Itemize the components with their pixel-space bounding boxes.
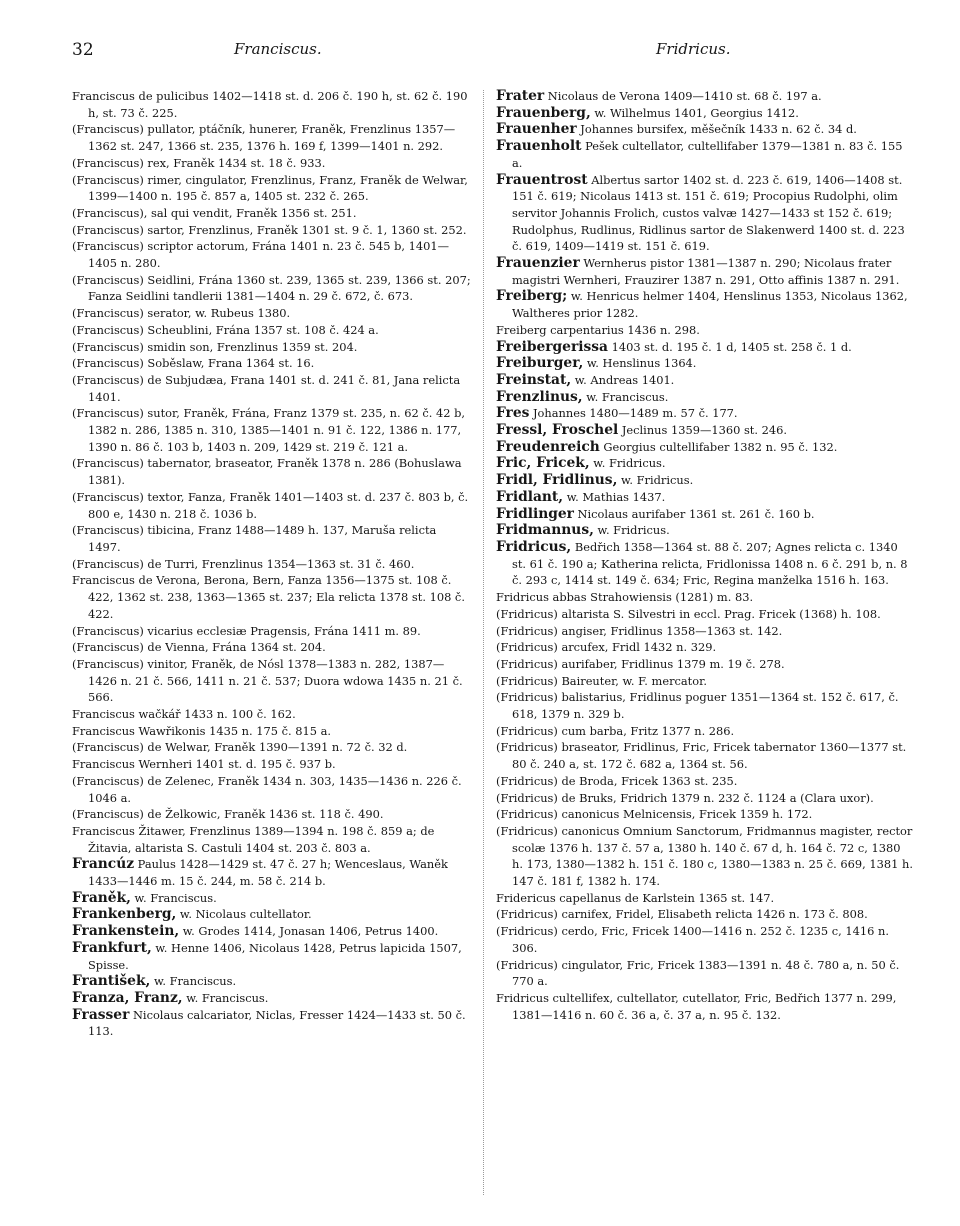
entry-text: (Franciscus) de Želkowic, Franěk 1436 st. 118 č. 490. xyxy=(72,807,384,822)
entry-text: Freiberg carpentarius 1436 n. 298. xyxy=(496,322,700,337)
dictionary-entry xyxy=(496,455,914,472)
dictionary-entry xyxy=(496,906,914,923)
entry-text: Franciscus de pulicibus 1402—1418 st. d. 206 č. 190 h, st. 62 č. 190 h, st. 73 č. 225. xyxy=(72,89,468,120)
dictionary-entry xyxy=(496,689,914,722)
entry-text: (Franciscus) tabernator, braseator, Franěk 1378 n. 286 (Bohuslawa 1381). xyxy=(72,456,462,488)
entry-text: w. Fridricus. xyxy=(589,456,666,471)
dictionary-entry xyxy=(496,656,914,673)
dictionary-entry xyxy=(72,222,472,239)
dictionary-entry xyxy=(72,339,472,356)
entry-text: w. Franciscus. xyxy=(582,389,669,404)
entry-text: (Fridricus) arcufex, Fridl 1432 n. 329. xyxy=(496,640,717,655)
dictionary-entry xyxy=(72,205,472,222)
dictionary-entry xyxy=(72,723,472,740)
entry-headword: Frauenberg, xyxy=(496,104,591,121)
entry-text: Fridricus abbas Strahowiensis (1281) m. 83. xyxy=(496,590,754,605)
dictionary-entry xyxy=(496,439,914,456)
dictionary-entry xyxy=(496,990,914,1023)
entry-text: (Fridricus) altarista S. Silvestri in eccl. Prag. Fricek (1368) h. 108. xyxy=(496,606,881,621)
dictionary-entry xyxy=(496,322,914,339)
entry-text: (Fridricus) braseator, Fridlinus, Fric, Fricek tabernator 1360—1377 st. 80 č. 240 a, st. 172 č. 682 a, 1364 st. 56. xyxy=(496,740,907,772)
entry-text: 1403 st. d. 195 č. 1 d, 1405 st. 258 č. 1 d. xyxy=(607,339,852,354)
entry-text: w. Henslinus 1364. xyxy=(583,356,697,371)
entry-text: (Fridricus) canonicus Melnicensis, Fricek 1359 h. 172. xyxy=(496,807,813,822)
entry-headword: Frankfurt, xyxy=(72,939,152,956)
entry-text: Franciscus Žitawer, Frenzlinus 1389—1394 n. 198 č. 859 a; de Žitavia, altarista S. Castuli 1404 st. 203 č. 803 a. xyxy=(72,823,435,855)
entry-text: w. Franciscus. xyxy=(182,990,269,1005)
entry-text: (Fridricus) cum barba, Fritz 1377 n. 286. xyxy=(496,723,735,738)
dictionary-entry xyxy=(72,923,472,940)
dictionary-entry xyxy=(496,88,914,105)
dictionary-entry xyxy=(72,656,472,706)
entry-text: (Fridricus) angiser, Fridlinus 1358—1363 st. 142. xyxy=(496,623,783,638)
left-column xyxy=(72,88,472,1040)
entry-text: w. Grodes 1414, Jonasan 1406, Petrus 1400. xyxy=(179,924,439,939)
entry-headword: Frauenher xyxy=(496,121,577,138)
dictionary-entry xyxy=(496,673,914,690)
dictionary-entry xyxy=(72,556,472,573)
entry-headword: Franza, Franz, xyxy=(72,989,183,1006)
dictionary-entry xyxy=(496,790,914,807)
entry-text: Franciscus Wernheri 1401 st. d. 195 č. 937 b. xyxy=(72,757,336,772)
entry-text: (Franciscus) de Welwar, Franěk 1390—1391 n. 72 č. 32 d. xyxy=(72,740,408,755)
dictionary-entry xyxy=(72,572,472,622)
entry-text: w. Fridricus. xyxy=(593,523,670,538)
entry-text: (Fridricus) carnifex, Fridel, Elisabeth relicta 1426 n. 173 č. 808. xyxy=(496,907,868,922)
entry-text: w. Wilhelmus 1401, Georgius 1412. xyxy=(590,105,799,120)
entry-headword: Frauenzier xyxy=(496,255,580,272)
entry-text: (Franciscus), sal qui vendit, Franěk 1356 st. 251. xyxy=(72,205,357,220)
dictionary-entry xyxy=(72,739,472,756)
entry-text: (Fridricus) de Bruks, Fridrich 1379 n. 232 č. 1124 a (Clara uxor). xyxy=(496,790,874,805)
dictionary-entry xyxy=(496,639,914,656)
dictionary-entry xyxy=(496,506,914,523)
dictionary-entry xyxy=(72,806,472,823)
dictionary-entry xyxy=(72,1007,472,1040)
entry-headword: Frankenberg, xyxy=(72,906,177,923)
entry-text: Wernherus pistor 1381—1387 n. 290; Nicolaus frater magistri Wernheri, Frauzirer 1387 n. 291, Otto affinis 1387 n. 291. xyxy=(512,256,900,287)
dictionary-entry xyxy=(496,739,914,772)
entry-text: w. Fridricus. xyxy=(617,473,694,488)
entry-text: Paulus 1428—1429 st. 47 č. 27 h; Wenceslaus, Waněk 1433—1446 m. 15 č. 244, m. 58 č. 214 b. xyxy=(88,857,448,889)
entry-text: w. Andreas 1401. xyxy=(571,372,675,387)
entry-text: Albertus sartor 1402 st. d. 223 č. 619, 1406—1408 st. 151 č. 619; Nicolaus 1413 st. 151 č. 619; Procopius Rudolphi, olim servitor Johannis Frolich, custos valvæ 1427—1433 st 152 č. 619; Rudolphus, Rudlinus, Ridlinus sartor de Slakenwerd 1400 st. d. 223 č. 619, 1409—1419 st. 151 č. 619. xyxy=(512,172,905,254)
dictionary-entry xyxy=(496,422,914,439)
dictionary-entry xyxy=(72,405,472,455)
entry-text: (Franciscus) smidin son, Frenzlinus 1359 st. 204. xyxy=(72,339,358,354)
dictionary-entry xyxy=(496,539,914,589)
entry-text: Fridricus cultellifex, cultellator, cutellator, Fric, Bedřich 1377 n. 299, 1381—1416 n. 60 č. 36 a, č. 37 a, n. 95 č. 132. xyxy=(496,990,897,1022)
entry-text: Pešek cultellator, cultellifaber 1379—1381 n. 83 č. 155 a. xyxy=(512,139,903,170)
entry-text: Nicolaus de Verona 1409—1410 st. 68 č. 197 a. xyxy=(544,89,822,103)
dictionary-entry xyxy=(72,238,472,271)
dictionary-entry xyxy=(496,472,914,489)
entry-headword: Fridricus, xyxy=(496,538,572,555)
dictionary-entry xyxy=(72,973,472,990)
entry-text: (Fridricus) Baireuter, w. F. mercator. xyxy=(496,673,707,688)
entry-text: (Franciscus) Scheublini, Frána 1357 st. 108 č. 424 a. xyxy=(72,322,379,337)
entry-text: (Fridricus) de Broda, Fricek 1363 st. 235. xyxy=(496,773,738,788)
entry-text: (Franciscus) vicarius ecclesiæ Pragensis, Frána 1411 m. 89. xyxy=(72,623,421,638)
column-divider xyxy=(483,90,484,1195)
entry-headword: Fridlant, xyxy=(496,488,564,505)
entry-headword: Frankenstein, xyxy=(72,923,180,940)
entry-text: Franciscus de Verona, Berona, Bern, Fanza 1356—1375 st. 108 č. 422, 1362 st. 238, 1363—1365 st. 237; Ela relicta 1378 st. 108 č. 422. xyxy=(72,573,465,621)
entry-text: Georgius cultellifaber 1382 n. 95 č. 132. xyxy=(599,439,838,454)
entry-text: Jeclinus 1359—1360 st. 246. xyxy=(618,423,787,438)
dictionary-entry xyxy=(496,172,914,256)
entry-headword: Fridl, Fridlinus, xyxy=(496,472,618,489)
dictionary-entry xyxy=(496,138,914,171)
dictionary-entry xyxy=(496,355,914,372)
dictionary-entry xyxy=(496,489,914,506)
entry-text: (Franciscus) sutor, Franěk, Frána, Franz 1379 st. 235, n. 62 č. 42 b, 1382 n. 286, 1385 n. 310, 1385—1401 n. 91 č. 122, 1386 n. 177, 1390 n. 86 č. 103 b, 1403 n. 209, 1429 st. 219 č. 121 a. xyxy=(72,406,466,454)
dictionary-entry xyxy=(72,172,472,205)
entry-headword: Franěk, xyxy=(72,889,131,906)
entry-text: w. Henricus helmer 1404, Henslinus 1353, Nicolaus 1362, Waltheres prior 1282. xyxy=(512,289,908,321)
dictionary-entry xyxy=(72,823,472,856)
entry-text: w. Franciscus. xyxy=(150,974,237,989)
dictionary-entry xyxy=(72,272,472,305)
dictionary-entry xyxy=(496,389,914,406)
entry-text: (Fridricus) aurifaber, Fridlinus 1379 m. 19 č. 278. xyxy=(496,656,785,671)
entry-text: w. Franciscus. xyxy=(130,890,217,905)
entry-text: (Franciscus) de Zelenec, Franěk 1434 n. 303, 1435—1436 n. 226 č. 1046 a. xyxy=(72,773,462,805)
dictionary-entry xyxy=(72,155,472,172)
dictionary-entry xyxy=(72,305,472,322)
entry-text: (Franciscus) sartor, Frenzlinus, Franěk 1301 st. 9 č. 1, 1360 st. 252. xyxy=(72,222,467,237)
entry-headword: Fridmannus, xyxy=(496,522,594,539)
entry-text: Johannes bursifex, měšečník 1433 n. 62 č. 34 d. xyxy=(576,122,857,137)
entry-text: (Franciscus) de Turri, Frenzlinus 1354—1363 st. 31 č. 460. xyxy=(72,556,415,571)
dictionary-entry xyxy=(72,856,472,889)
dictionary-entry xyxy=(496,806,914,823)
dictionary-entry xyxy=(72,455,472,488)
dictionary-entry xyxy=(72,121,472,154)
dictionary-entry xyxy=(72,372,472,405)
entry-text: (Franciscus) vinitor, Franěk, de Nósl 1378—1383 n. 282, 1387—1426 n. 21 č. 566, 1411 n. 21 č. 537; Duora wdowa 1435 n. 21 č. 566. xyxy=(72,656,463,705)
entry-headword: Freudenreich xyxy=(496,438,600,455)
dictionary-entry xyxy=(496,890,914,907)
entry-headword: Freibergerissa xyxy=(496,338,608,355)
entry-headword: Frauenholt xyxy=(496,138,582,155)
dictionary-entry xyxy=(72,706,472,723)
entry-text: (Franciscus) de Subjudæa, Frana 1401 st. d. 241 č. 81, Jana relicta 1401. xyxy=(72,372,461,404)
dictionary-entry xyxy=(72,990,472,1007)
entry-text: (Franciscus) rimer, cingulator, Frenzlinus, Franz, Franěk de Welwar, 1399—1400 n. 195 č. 857 a, 1405 st. 232 č. 265. xyxy=(72,172,468,204)
page-header xyxy=(72,40,908,66)
dictionary-entry xyxy=(496,957,914,990)
entry-text: (Franciscus) serator, w. Rubeus 1380. xyxy=(72,306,291,321)
dictionary-entry xyxy=(496,372,914,389)
dictionary-entry xyxy=(72,522,472,555)
entry-headword: Frauentrost xyxy=(496,171,588,188)
dictionary-entry xyxy=(496,105,914,122)
entry-text: (Franciscus) rex, Franěk 1434 st. 18 č. 933. xyxy=(72,155,326,170)
entry-headword: Fres xyxy=(496,405,530,422)
dictionary-entry xyxy=(496,522,914,539)
dictionary-entry xyxy=(496,255,914,288)
entry-text: w. Mathias 1437. xyxy=(563,489,666,504)
dictionary-entry xyxy=(72,322,472,339)
entry-text: w. Henne 1406, Nicolaus 1428, Petrus lapicida 1507, Spisse. xyxy=(88,940,462,972)
right-column xyxy=(496,88,914,1023)
entry-headword: Freiburger, xyxy=(496,355,584,372)
entry-text: Bedřich 1358—1364 st. 88 č. 207; Agnes relicta c. 1340 st. 61 č. 190 a; Katherina relicta, Fridlonissa 1408 n. 6 č. 291 b, n. 8 č. 293 c, 1414 st. 149 č. 634; Fric, Regina manželka 1516 h. 163. xyxy=(512,539,908,588)
entry-text: (Franciscus) pullator, ptáčník, hunerer, Franěk, Frenzlinus 1357—1362 st. 247, 1366 st. 235, 1376 h. 169 f, 1399—1401 n. 292. xyxy=(72,122,456,154)
dictionary-entry xyxy=(496,723,914,740)
running-head-left: Franciscus. xyxy=(234,40,322,58)
dictionary-entry xyxy=(72,639,472,656)
entry-headword: Frasser xyxy=(72,1006,130,1023)
entry-headword: Fressl, Froschel xyxy=(496,422,619,439)
entry-text: Fridericus capellanus de Karlstein 1365 st. 147. xyxy=(496,890,775,905)
dictionary-entry xyxy=(496,773,914,790)
entry-text: (Franciscus) Seidlini, Frána 1360 st. 239, 1365 st. 239, 1366 st. 207; Fanza Seidlini tandlerii 1381—1404 n. 29 č. 672, č. 673. xyxy=(72,272,471,304)
dictionary-entry xyxy=(72,88,472,121)
dictionary-entry xyxy=(72,890,472,907)
dictionary-entry xyxy=(72,906,472,923)
entry-headword: Fric, Fricek, xyxy=(496,455,590,472)
entry-text: w. Nicolaus cultellator. xyxy=(176,907,312,922)
dictionary-entry xyxy=(496,121,914,138)
running-head-right: Fridricus. xyxy=(656,40,731,58)
entry-headword: Freiberg; xyxy=(496,288,568,305)
dictionary-entry xyxy=(72,489,472,522)
page-number: 32 xyxy=(72,40,94,60)
entry-text: (Franciscus) textor, Fanza, Franěk 1401—1403 st. d. 237 č. 803 b, č. 800 e, 1430 n. 218 č. 1036 b. xyxy=(72,489,469,521)
entry-text: Nicolaus aurifaber 1361 st. 261 č. 160 b. xyxy=(573,506,815,521)
entry-text: (Fridricus) canonicus Omnium Sanctorum, Fridmannus magister, rector scolæ 1376 h. 137 č. 57 a, 1380 h. 140 č. 67 d, h. 164 č. 72 c, 1380 h. 173, 1380—1382 h. 151 č. 180 c, 1380—1383 n. 25 č. 669, 1381 h. 147 č. 181 f, 1382 h. 174. xyxy=(496,823,913,889)
entry-headword: František, xyxy=(72,973,151,990)
dictionary-entry xyxy=(72,773,472,806)
dictionary-entry xyxy=(496,606,914,623)
entry-text: Franciscus Wawřikonis 1435 n. 175 č. 815 a. xyxy=(72,723,332,738)
dictionary-entry xyxy=(72,355,472,372)
dictionary-entry xyxy=(496,923,914,956)
dictionary-entry xyxy=(72,940,472,973)
entry-text: (Fridricus) cingulator, Fric, Fricek 1383—1391 n. 48 č. 780 a, n. 50 č. 770 a. xyxy=(496,957,900,989)
dictionary-entry xyxy=(72,623,472,640)
dictionary-entry xyxy=(496,288,914,321)
entry-text: (Fridricus) cerdo, Fric, Fricek 1400—1416 n. 252 č. 1235 c, 1416 n. 306. xyxy=(496,924,889,955)
entry-text: (Fridricus) balistarius, Fridlinus poguer 1351—1364 st. 152 č. 617, č. 618, 1379 n. 329 b. xyxy=(496,690,899,722)
entry-headword: Fridlinger xyxy=(496,505,574,522)
dictionary-entry xyxy=(496,623,914,640)
dictionary-entry xyxy=(496,589,914,606)
entry-text: (Franciscus) Soběslaw, Frana 1364 st. 16. xyxy=(72,356,315,371)
entry-headword: Freinstat, xyxy=(496,371,572,388)
entry-text: Nicolaus calcariator, Niclas, Fresser 1424—1433 st. 50 č. 113. xyxy=(88,1007,466,1039)
dictionary-entry xyxy=(496,339,914,356)
entry-text: Franciscus wačkář 1433 n. 100 č. 162. xyxy=(72,707,296,722)
entry-text: (Franciscus) scriptor actorum, Frána 1401 n. 23 č. 545 b, 1401—1405 n. 280. xyxy=(72,239,450,271)
entry-text: Johannes 1480—1489 m. 57 č. 177. xyxy=(529,406,738,421)
entry-headword: Frater xyxy=(496,88,545,104)
entry-headword: Francúz xyxy=(72,856,135,873)
dictionary-entry xyxy=(496,823,914,890)
entry-text: (Franciscus) de Vienna, Frána 1364 st. 204. xyxy=(72,640,326,655)
entry-headword: Frenzlinus, xyxy=(496,388,583,405)
dictionary-entry xyxy=(72,756,472,773)
dictionary-entry xyxy=(496,405,914,422)
entry-text: (Franciscus) tibicina, Franz 1488—1489 h. 137, Maruša relicta 1497. xyxy=(72,523,437,554)
